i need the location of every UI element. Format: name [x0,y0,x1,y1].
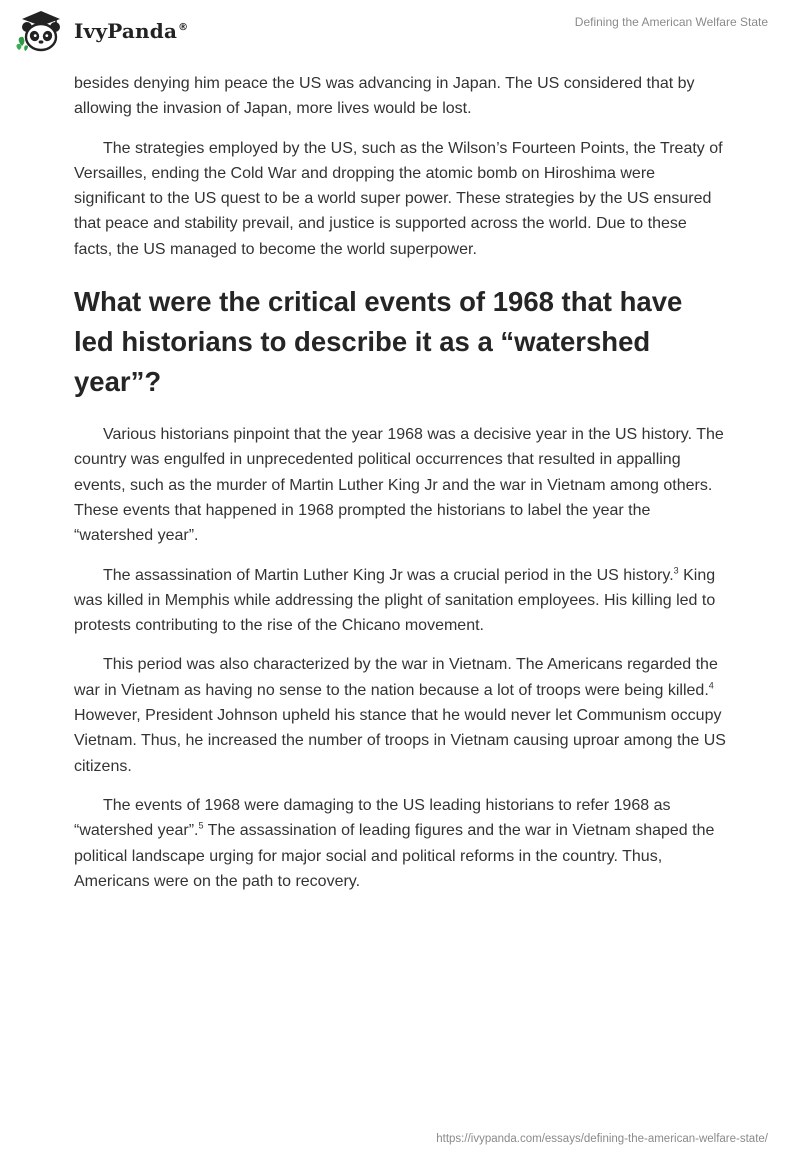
registered-mark: ® [178,22,189,34]
source-url[interactable]: https://ivypanda.com/essays/defining-the-american-welfare-state/ [436,1133,768,1145]
footnote-marker[interactable]: 3 [673,565,679,576]
paragraph-text: This period was also characterized by the war in Vietnam. The Americans regarded the war in Vietnam as having no sense to the nation because a lot of troops were being killed. [74,656,718,699]
article-body [74,71,726,908]
panda-logo-icon [16,10,66,52]
paragraph-vietnam-war [74,652,726,778]
page-header [0,0,800,60]
footnote-marker[interactable]: 5 [198,820,204,831]
paragraph-text: King was killed in Memphis while addressing the plight of sanitation employees. His killing led to protests contributing to the rise of the Chicano movement. [74,566,716,635]
paragraph-text: The events of 1968 were damaging to the US leading historians to refer 1968 as “watershed year”. [74,796,671,840]
paragraph-mlk-assassination [74,563,726,639]
paragraph-text: The assassination of Martin Luther King Jr was a crucial period in the US history. [103,566,674,584]
brand-name: IvyPanda® [74,19,189,43]
paragraph-text: The assassination of leading figures and the war in Vietnam shaped the political landscape urging for major social and political reforms in the country. Thus, Americans were on the path to recovery. [74,822,715,890]
paragraph-text: However, President Johnson upheld his stance that he would never let Communism occupy Vietnam. Thus, he increased the number of troops in Vietnam causing uproar among the US citizens. [74,707,726,775]
paragraph-continuation: besides denying him peace the US was advancing in Japan. The US considered that by allowing the invasion of Japan, more lives would be lost. [74,75,695,118]
footnote-marker[interactable]: 4 [708,680,714,691]
section-heading: What were the critical events of 1968 that have led historians to describe it as a “watershed year”? [74,286,683,398]
paragraph-1968-overview: Various historians pinpoint that the year 1968 was a decisive year in the US history. The country was engulfed in unprecedented political occurrences that resulted in appalling events, such as the murder of Martin Luther King Jr and the war in Vietnam among others. These events that happened in 1968 prompted the historians to label the year the “watershed year”. [74,426,724,545]
paragraph-conclusion [74,793,726,894]
ivypanda-logo[interactable] [16,10,188,52]
document-title: Defining the American Welfare State [574,15,768,29]
paragraph-us-strategies: The strategies employed by the US, such as the Wilson’s Fourteen Points, the Treaty of Versailles, ending the Cold War and dropping the atomic bomb on Hiroshima were significant to the US quest to be a world super power. These strategies by the US ensured that peace and stability prevail, and justice is supported across the world. Due to these facts, the US managed to become the world superpower. [74,139,723,258]
